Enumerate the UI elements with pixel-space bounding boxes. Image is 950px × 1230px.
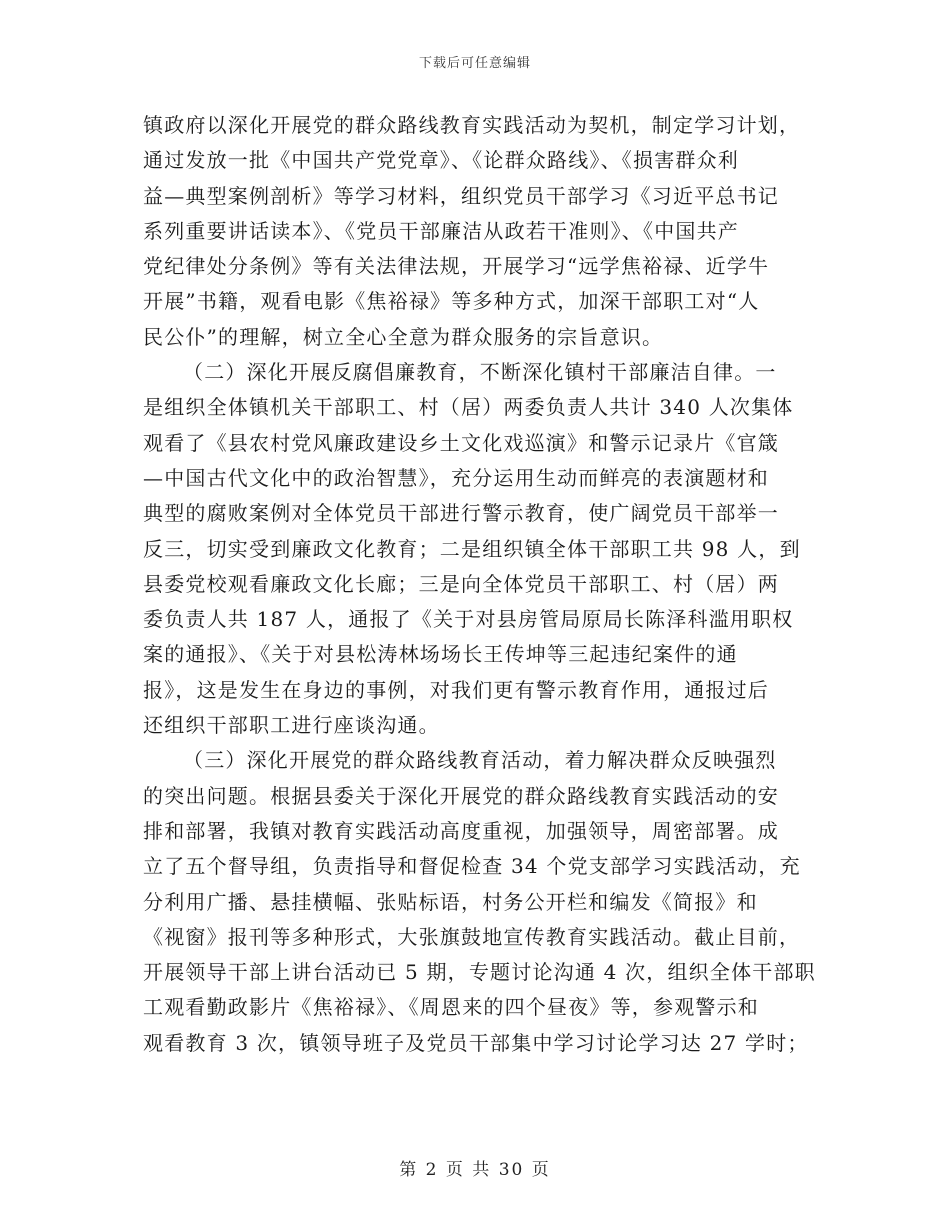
text-line: 反三，切实受到廉政文化教育；二是组织镇全体干部职工共 98 人，到 [143, 536, 801, 561]
text-line: 《视窗》报刊等多种形式，大张旗鼓地宣传教育实践活动。截止目前， [143, 924, 801, 949]
text-line: 工观看勤政影片《焦裕禄》、《周恩来的四个昼夜》等，参观警示和 [143, 995, 759, 1020]
text-line: 案的通报》、《关于对县松涛林场场长王传坤等三起违纪案件的通 [143, 642, 738, 667]
text-line: 开展领导干部上讲台活动已 5 期，专题讨论沟通 4 次，组织全体干部职 [143, 960, 816, 985]
text-line: 通过发放一批《中国共产党党章》、《论群众路线》、《损害群众利 [143, 148, 739, 173]
text-line: 系列重要讲话读本》、《党员干部廉洁从政若干准则》、《中国共产 [143, 218, 739, 243]
text-line: 是组织全体镇机关干部职工、村（居）两委负责人共计 340 人次集体 [143, 395, 794, 420]
text-line: 典型的腐败案例对全体党员干部进行警示教育，使广阔党员干部举一 [143, 501, 779, 526]
page-header: 下载后可任意编辑 [418, 56, 531, 71]
text-line: 排和部署，我镇对教育实践活动高度重视，加强领导，周密部署。成 [143, 818, 779, 843]
text-line: 立了五个督导组，负责指导和督促检查 34 个党支部学习实践活动，充 [143, 854, 801, 879]
text-line: 观看了《县农村党风廉政建设乡土文化戏巡演》和警示记录片《官箴 [143, 430, 779, 455]
document-body [143, 108, 816, 1061]
paragraph-start-line: （二）深化开展反腐倡廉教育，不断深化镇村干部廉洁自律。一 [183, 360, 777, 385]
page-number: 第 2 页 共 30 页 [399, 1160, 551, 1180]
text-line: —中国古代文化中的政治智慧》，充分运用生动而鲜亮的表演题材和 [143, 465, 769, 490]
text-line: 报》，这是发生在身边的事例，对我们更有警示教育作用，通报过后 [143, 677, 769, 702]
paragraph-start-line: （三）深化开展党的群众路线教育活动，着力解决群众反映强烈 [183, 748, 777, 773]
text-line: 观看教育 3 次，镇领导班子及党员干部集中学习讨论学习达 27 学时； [143, 1030, 809, 1055]
text-line: 县委党校观看廉政文化长廊；三是向全体党员干部职工、村（居）两 [143, 571, 779, 596]
text-line: 开展”书籍，观看电影《焦裕禄》等多种方式，加深干部职工对“人 [143, 289, 760, 314]
text-line: 委负责人共 187 人，通报了《关于对县房管局原局长陈泽科滥用职权 [143, 607, 794, 632]
text-line: 还组织干部职工进行座谈沟通。 [143, 713, 440, 738]
text-line: 党纪律处分条例》等有关法律法规，开展学习“远学焦裕禄、近学牛 [143, 254, 770, 279]
text-line: 益—典型案例剖析》等学习材料，组织党员干部学习《习近平总书记 [143, 183, 779, 208]
text-line: 的突出问题。根据县委关于深化开展党的群众路线教育实践活动的安 [143, 783, 779, 808]
text-line: 分利用广播、悬挂横幅、张贴标语，村务公开栏和编发《简报》和 [143, 889, 758, 914]
text-line: 镇政府以深化开展党的群众路线教育实践活动为契机，制定学习计划， [143, 113, 801, 137]
text-line: 民公仆”的理解，树立全心全意为群众服务的宗旨意识。 [143, 324, 664, 349]
